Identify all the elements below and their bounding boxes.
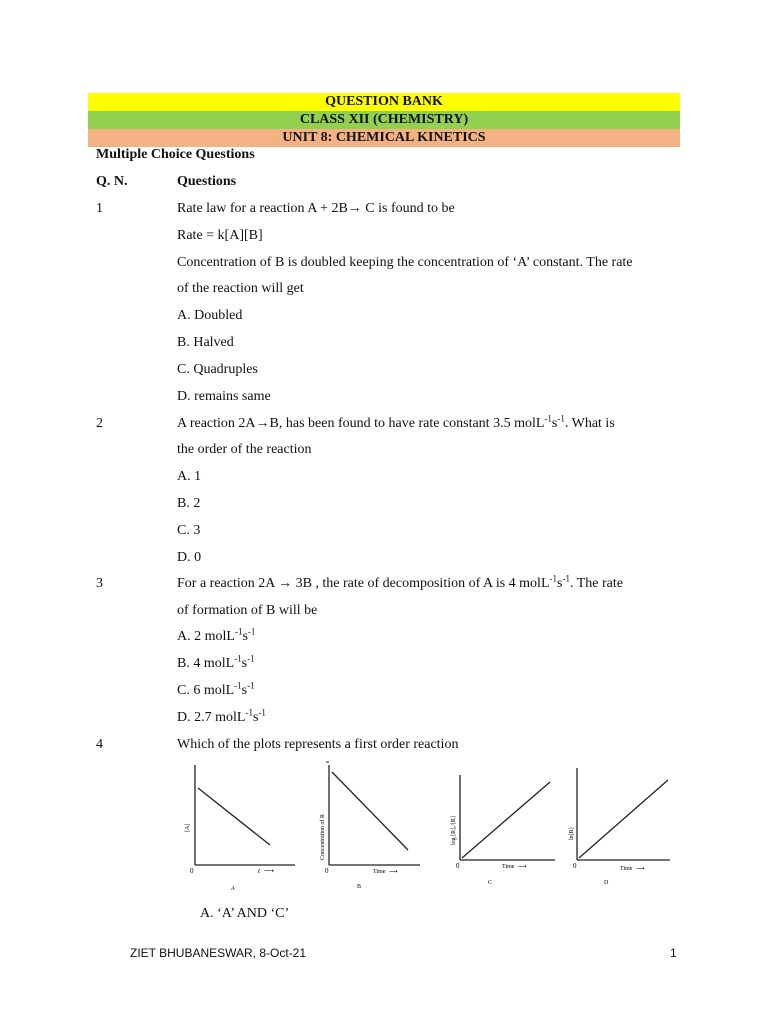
- option-text: B. 4 molL: [177, 656, 235, 671]
- plot-b-xlabel: Time: [373, 869, 386, 875]
- column-header-qn: Q. N.: [96, 174, 128, 189]
- option: B. 2: [177, 496, 201, 511]
- plot-b: [319, 762, 420, 890]
- stem-text: A reaction 2A→B, has been found to have rate constant 3.5 molL: [177, 416, 545, 431]
- option: [177, 626, 256, 645]
- option: [177, 707, 266, 726]
- plot-c-label: C: [488, 880, 493, 886]
- rate-plots-figure: [180, 760, 680, 895]
- plot-d: [569, 768, 670, 886]
- plot-c-xlabel: Time: [502, 864, 515, 870]
- option: [177, 680, 255, 699]
- question-number: 4: [96, 737, 103, 752]
- stem-text-end: . What is: [564, 416, 615, 431]
- plot-c-line: [462, 782, 550, 858]
- question-stem-line: the order of the reaction: [177, 442, 312, 457]
- superscript: -1: [234, 626, 243, 637]
- option: D. 0: [177, 550, 202, 565]
- column-header-questions: Questions: [177, 174, 237, 189]
- svg-text:0: 0: [573, 862, 577, 870]
- option: A. 1: [177, 469, 202, 484]
- header-unit: UNIT 8: CHEMICAL KINETICS: [88, 129, 680, 147]
- plot-a-label: A: [231, 886, 235, 892]
- superscript: -1: [557, 413, 565, 424]
- question-stem-line: Rate law for a reaction A + 2B→ C is found to be: [177, 201, 455, 216]
- question-stem-line: of the reaction will get: [177, 281, 304, 296]
- question-number: 3: [96, 576, 103, 591]
- question-stem-line: Rate = k[A][B]: [177, 228, 263, 243]
- plot-c-ylabel: log [R]₀/[R]: [451, 816, 457, 845]
- plot-c: [451, 775, 555, 886]
- superscript: -1: [247, 680, 255, 691]
- question-stem-line: Which of the plots represents a first order reaction: [177, 737, 459, 752]
- plot-d-label: D: [604, 880, 609, 886]
- option: [177, 653, 255, 672]
- stem-unit: s: [551, 416, 558, 431]
- plot-d-line: [579, 780, 668, 858]
- svg-text:⟶: ⟶: [389, 869, 398, 875]
- svg-text:⟶: ⟶: [518, 864, 527, 870]
- svg-text:⟶: ⟶: [636, 866, 645, 872]
- option: D. remains same: [177, 389, 271, 404]
- footer-text: ZIET BHUBANESWAR, 8-Oct-21: [130, 946, 307, 960]
- svg-text:0: 0: [456, 862, 460, 870]
- option-unit: s: [242, 629, 248, 644]
- question-stem-line: [177, 573, 623, 592]
- question-number: 1: [96, 201, 103, 216]
- question-number: 2: [96, 416, 103, 431]
- option-unit: s: [252, 710, 259, 725]
- superscript: -1: [245, 707, 253, 718]
- option: A. ‘A’ AND ‘C’: [200, 906, 290, 921]
- svg-text:0: 0: [325, 867, 329, 875]
- superscript: -1: [247, 626, 256, 637]
- svg-text:⟶: ⟶: [264, 867, 275, 875]
- plot-a: [185, 765, 295, 892]
- option-text: D. 2.7 molL: [177, 710, 246, 725]
- option-text: A. 2 molL: [177, 629, 235, 644]
- option: C. 3: [177, 523, 201, 538]
- superscript: -1: [234, 653, 242, 664]
- option: A. Doubled: [177, 308, 243, 323]
- plot-b-line: [332, 772, 408, 850]
- header-class: CLASS XII (CHEMISTRY): [88, 111, 680, 129]
- stem-unit: s: [557, 576, 563, 591]
- superscript: -1: [544, 413, 552, 424]
- stem-text-end: . The rate: [569, 576, 623, 591]
- plot-b-label: B: [357, 884, 362, 890]
- header-question-bank: QUESTION BANK: [88, 93, 680, 111]
- superscript: -1: [549, 573, 557, 584]
- superscript: -1: [247, 653, 255, 664]
- option-text: C. 6 molL: [177, 683, 235, 698]
- superscript: -1: [258, 707, 266, 718]
- superscript: -1: [562, 573, 570, 584]
- question-stem-line: [177, 413, 615, 432]
- plot-d-ylabel: ln[R]: [569, 827, 575, 840]
- superscript: -1: [234, 680, 242, 691]
- plot-a-xlabel: t: [258, 867, 260, 875]
- page-number: 1: [670, 946, 677, 960]
- stem-text: For a reaction 2A → 3B , the rate of decomposition of A is 4 molL: [177, 576, 550, 591]
- svg-text:0: 0: [190, 867, 194, 875]
- option: C. Quadruples: [177, 362, 258, 377]
- section-title: Multiple Choice Questions: [96, 147, 255, 162]
- question-stem-line: of formation of B will be: [177, 603, 318, 618]
- question-stem-line: Concentration of B is doubled keeping the concentration of ‘A’ constant. The rate: [177, 255, 633, 270]
- option-unit: s: [241, 656, 248, 671]
- plot-a-ylabel: [A]: [185, 823, 191, 832]
- plot-a-line: [198, 788, 270, 845]
- option-unit: s: [241, 683, 248, 698]
- plot-d-xlabel: Time: [620, 866, 633, 872]
- option: B. Halved: [177, 335, 234, 350]
- plot-b-ylabel: Concentration of R: [320, 814, 326, 860]
